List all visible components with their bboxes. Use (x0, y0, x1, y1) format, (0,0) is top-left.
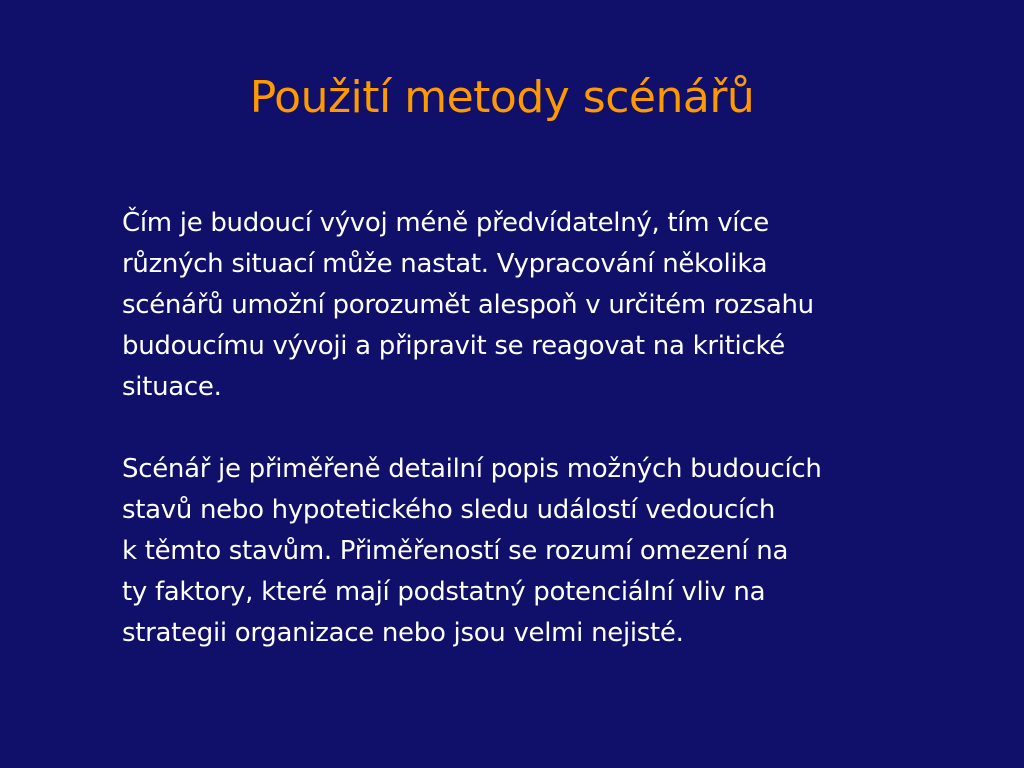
text-line: strategii organizace nebo jsou velmi nejisté. (122, 618, 684, 648)
text-line: k těmto stavům. Přiměřeností se rozumí omezení na (122, 536, 789, 566)
text-line: scénářů umožní porozumět alespoň v určitém rozsahu (122, 290, 814, 320)
slide-title: Použití metody scénářů (249, 72, 755, 123)
text-line: různých situací může nastat. Vypracování několika (122, 249, 768, 279)
text-line: situace. (122, 372, 222, 402)
paragraph-1 (122, 203, 972, 408)
paragraph-2 (122, 449, 972, 654)
text-line: Scénář je přiměřeně detailní popis možných budoucích (122, 454, 822, 484)
text-line: ty faktory, které mají podstatný potenciální vliv na (122, 577, 766, 607)
slide-body (122, 203, 972, 654)
text-line: budoucímu vývoji a připravit se reagovat na kritické (122, 331, 785, 361)
text-line: stavů nebo hypotetického sledu událostí vedoucích (122, 495, 776, 525)
text-line: Čím je budoucí vývoj méně předvídatelný, tím více (122, 208, 769, 238)
